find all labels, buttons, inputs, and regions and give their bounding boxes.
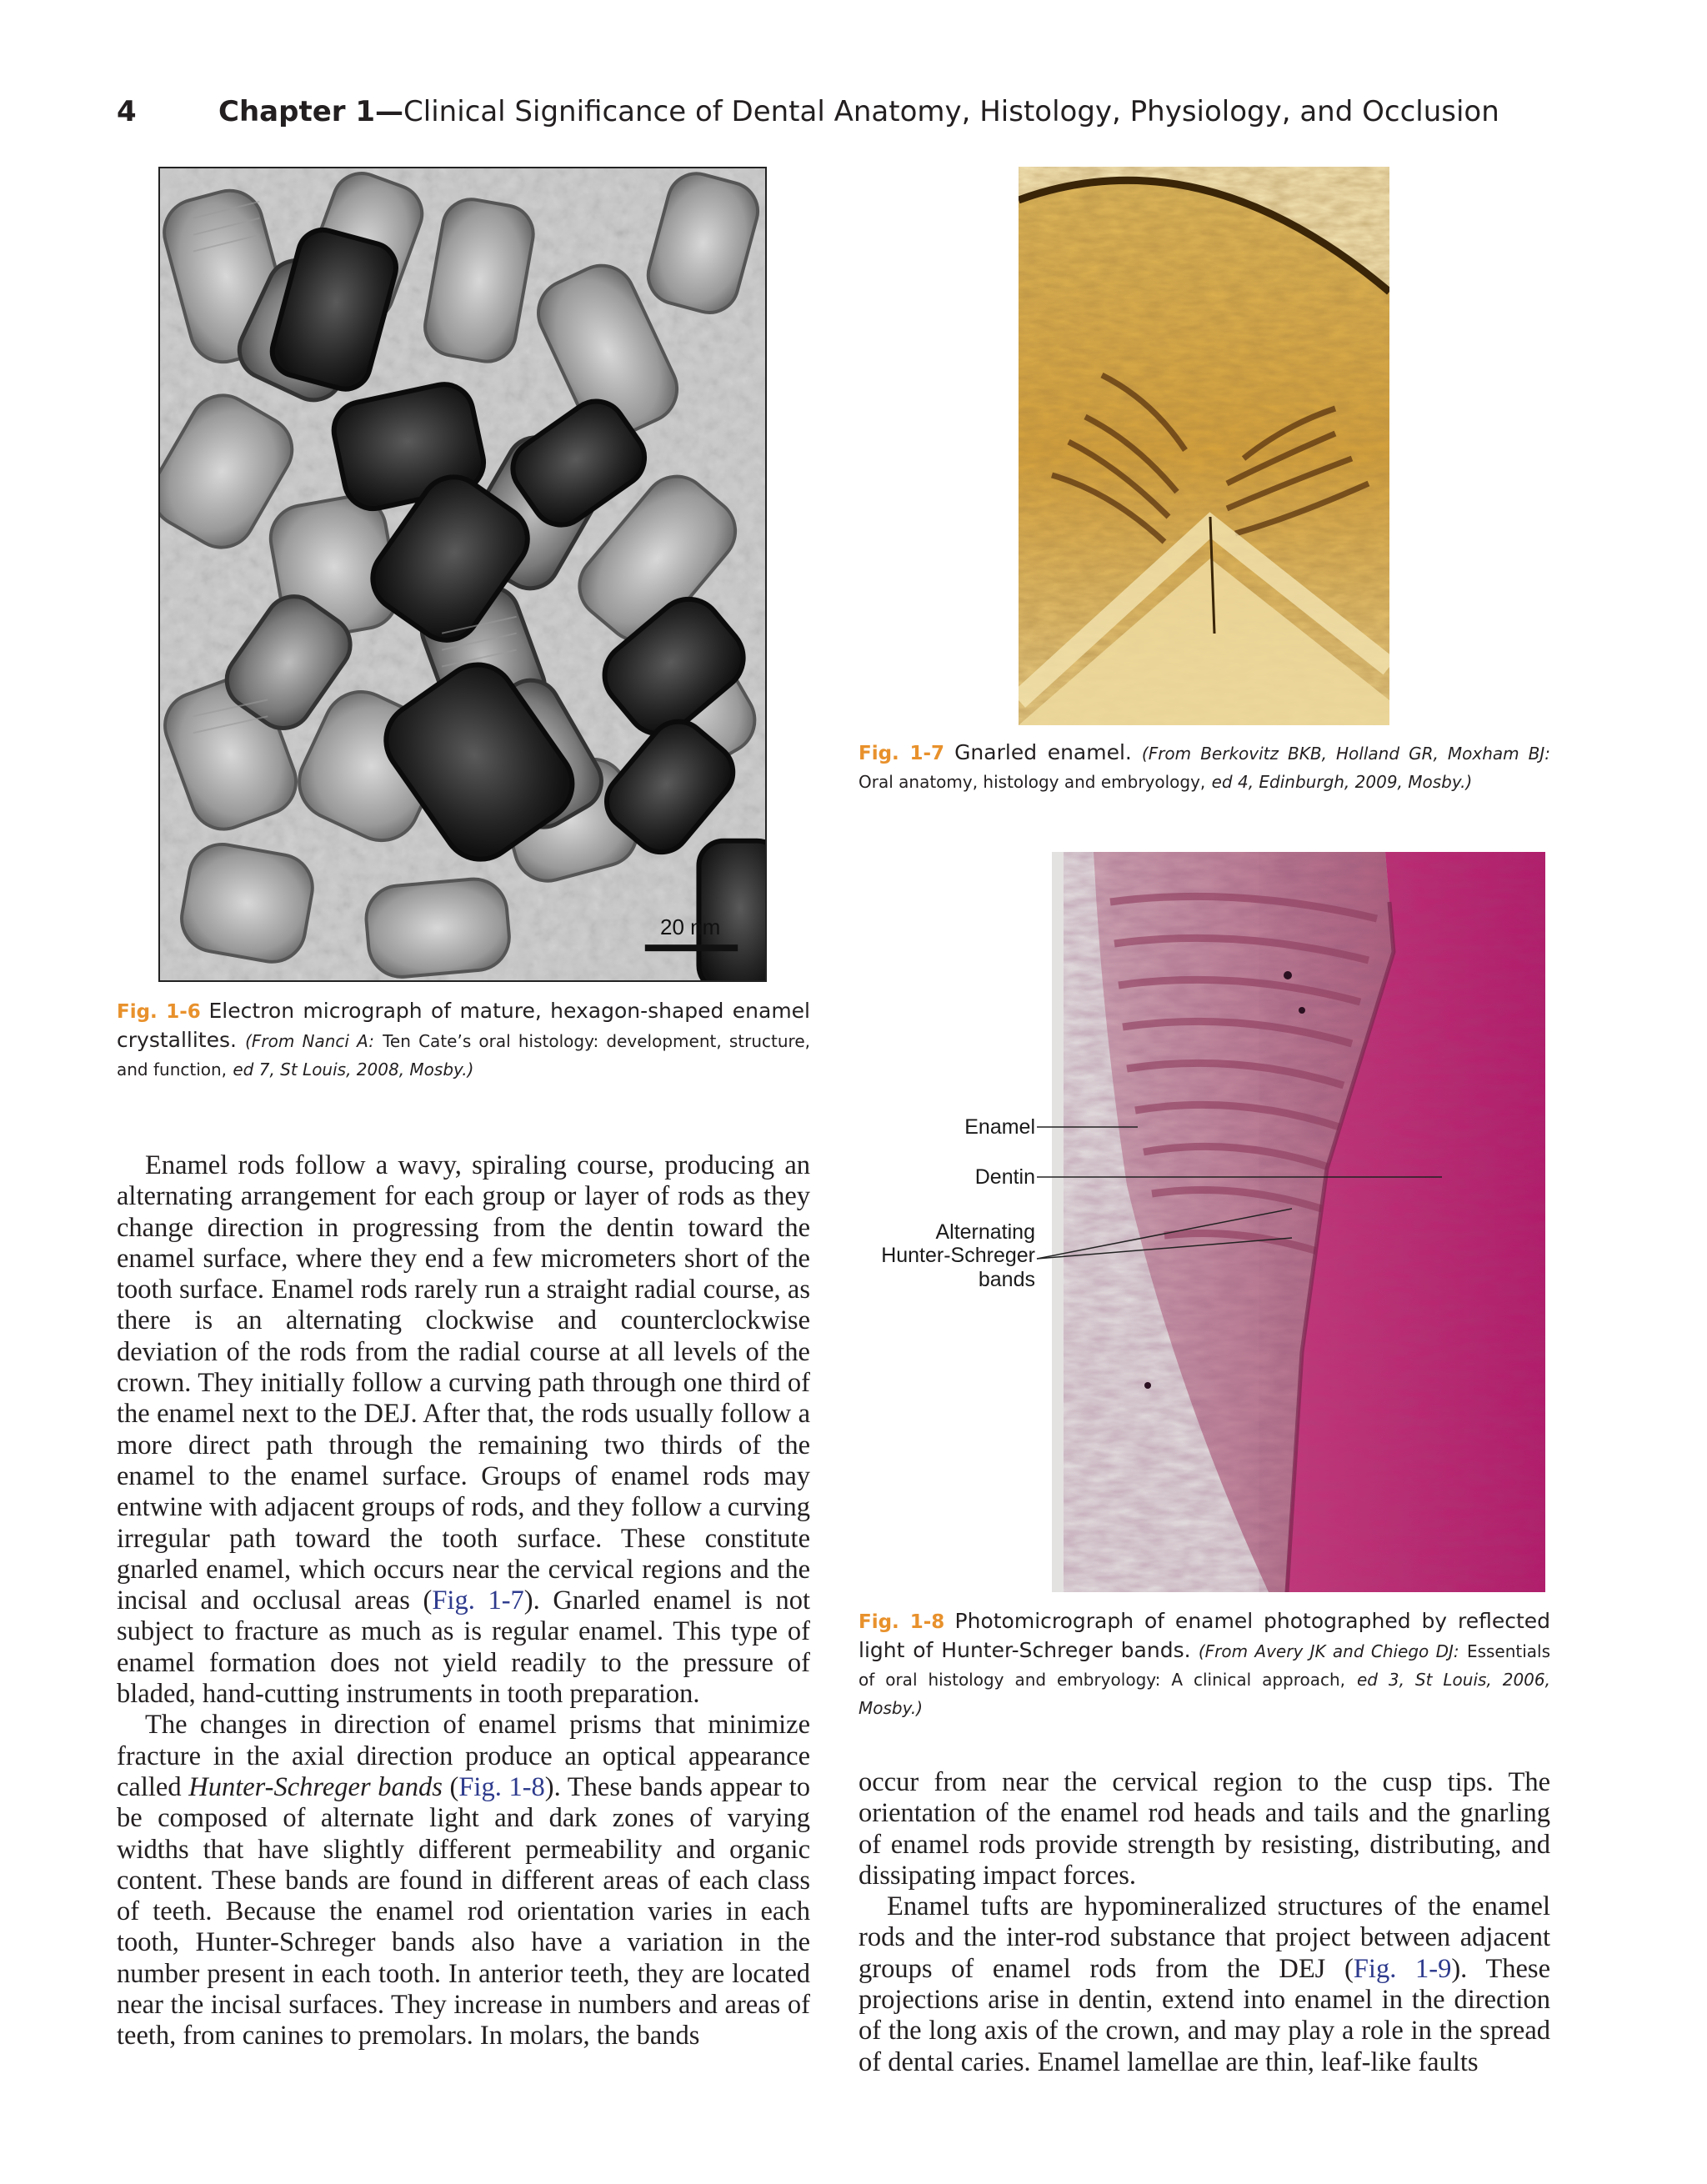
body-left-column: [117, 1150, 810, 2052]
caption-fig-1-8: [859, 1607, 1550, 1722]
body-right-column: [859, 1767, 1550, 2078]
fig-1-6-source-suffix: ed 7, St Louis, 2008, Mosby.): [233, 1059, 474, 1079]
fig-1-6-number: Fig. 1-6: [117, 1001, 201, 1023]
p1-text-b: ). Gnarled enamel is not subject to fracture as much as is regular enamel. This type of enamel formation does not yield readily to the pressure of bladed, hand-cutting instruments in tooth preparation.: [117, 1585, 810, 1710]
figure-1-7-gnarled-enamel: [1019, 167, 1389, 725]
page-number: 4: [117, 95, 137, 128]
label-bands-3: bands: [978, 1268, 1035, 1291]
scale-bar-label: 20 nm: [660, 914, 721, 939]
fig-1-7-source-book: Oral anatomy, histology and embryology,: [859, 772, 1206, 792]
p3-text-b: ). These projections arise in dentin, extend into enamel in the direction of the long axis of the crown, and may play a role in the spread of dental caries. Enamel lamellae are thin, leaf-like faults: [859, 1953, 1550, 2077]
fig-1-6-title: Electron micrograph of mature, hexagon-shaped enamel crystallites.: [117, 999, 811, 1052]
fig-1-8-labels: [859, 1109, 1525, 1325]
figure-1-6-micrograph: [158, 167, 767, 982]
caption-fig-1-6: [117, 997, 810, 1084]
chapter-title: [218, 93, 1499, 130]
label-dentin: Dentin: [974, 1165, 1035, 1189]
fig-1-8-source-suffix: ed 3, St Louis, 2006, Mosby.): [859, 1670, 1550, 1718]
p3-text-a: Enamel tufts are hypomineralized structures of the enamel rods and the inter-rod substance that project between adjacent groups of enamel rods from the DEJ (: [859, 1891, 1550, 1984]
fig-1-8-number: Fig. 1-8: [859, 1611, 945, 1633]
caption-fig-1-7: [859, 739, 1550, 796]
label-bands-2: Hunter-Schreger: [881, 1244, 1035, 1267]
fig-1-6-source-book: Ten Cate’s oral histology: development, structure, and function,: [117, 1031, 810, 1079]
chapter-prefix: Chapter 1—: [218, 95, 404, 128]
fig-1-7-source-suffix: ed 4, Edinburgh, 2009, Mosby.): [1211, 772, 1473, 792]
paragraph-continued: occur from near the cervical region to the cusp tips. The orientation of the enamel rod heads and tails and the gnarling of enamel rods provide strength by resisting, distributing, and dissipating impact forces.: [859, 1767, 1550, 1891]
fig-1-7-link[interactable]: Fig. 1-7: [432, 1585, 524, 1616]
fig-1-8-link[interactable]: Fig. 1-8: [458, 1771, 545, 1802]
paragraph-hunter-schreger: [117, 1710, 810, 2051]
fig-1-8-source-book: Essentials of oral histology and embryology: A clinical approach,: [859, 1641, 1551, 1690]
p2-text-c: ). These bands appear to be composed of alternate light and dark zones of varying widths that have slightly different permeability and organic content. These bands are found in different areas of each class of teeth. Because the enamel rod orientation varies in each tooth, Hunter-Schreger bands also have a variation in the number present in each tooth. In anterior teeth, they are located near the incisal surfaces. They increase in numbers and areas of teeth, from canines to premolars. In molars, the bands: [117, 1771, 810, 2051]
fig-1-8-source-prefix: (From Avery JK and Chiego DJ:: [1198, 1641, 1459, 1661]
label-enamel: Enamel: [964, 1115, 1035, 1139]
fig-1-8-title: Photomicrograph of enamel photographed by reflected light of Hunter-Schreger bands.: [859, 1609, 1551, 1662]
label-bands-1: Alternating: [935, 1220, 1035, 1244]
paragraph-enamel-tufts: [859, 1891, 1550, 2078]
fig-1-7-title: Gnarled enamel.: [954, 740, 1132, 764]
paragraph-enamel-rods: [117, 1150, 810, 1710]
p1-text-a: Enamel rods follow a wavy, spiraling course, producing an alternating arrangement for each group or layer of rods as they change direction in progressing from the dentin toward the enamel surface, where they end a few micrometers short of the tooth surface. Enamel rods rarely run a straight radial course, as there is an alternating clockwise and counterclockwise deviation of the rods from the radial course at all levels of the crown. They initially follow a curving path through one third of the enamel next to the DEJ. After that, the rods usually follow a more direct path through the remaining two thirds of the enamel to the enamel surface. Groups of enamel rods may entwine with adjacent groups of rods, and they follow a curving irregular path toward the tooth surface. These constitute gnarled enamel, which occurs near the cervical regions and the incisal and occlusal areas (: [117, 1150, 810, 1616]
fig-1-6-source-prefix: (From Nanci A:: [245, 1031, 374, 1051]
fig-1-7-source-prefix: (From Berkovitz BKB, Holland GR, Moxham BJ:: [1141, 744, 1551, 764]
fig-1-9-link[interactable]: Fig. 1-9: [1353, 1953, 1452, 1984]
p2-text-a: The changes in direction of enamel prisms that minimize fracture in the axial direction produce an optical appearance called: [117, 1710, 810, 1802]
chapter-title-text: Clinical Significance of Dental Anatomy, Histology, Physiology, and Occlusion: [403, 95, 1499, 128]
p2-term: Hunter-Schreger bands: [188, 1771, 443, 1802]
p2-text-b: (: [442, 1771, 459, 1802]
fig-1-7-number: Fig. 1-7: [859, 743, 945, 764]
